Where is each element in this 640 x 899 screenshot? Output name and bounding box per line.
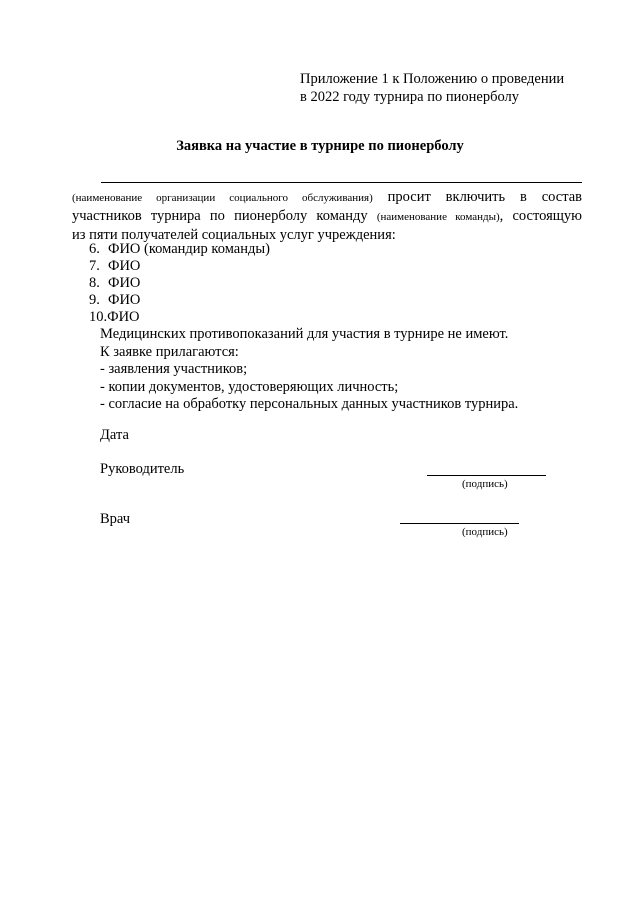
attachments-heading: К заявке прилагаются: bbox=[100, 343, 239, 360]
organization-placeholder: (наименование организации социального обслуживания) bbox=[72, 192, 373, 204]
request-line-2 bbox=[72, 207, 582, 226]
attachment-item: - заявления участников; bbox=[100, 361, 248, 378]
members-list bbox=[89, 241, 270, 326]
request-line-3: из пяти получателей социальных услуг учреждения: bbox=[72, 227, 396, 243]
head-label: Руководитель bbox=[100, 461, 185, 477]
head-signature-line bbox=[427, 475, 546, 476]
list-item-text: ФИО bbox=[108, 292, 141, 308]
list-item-text: ФИО bbox=[107, 309, 140, 325]
request-line-1-text: просит включить в состав bbox=[372, 189, 582, 205]
request-line-1 bbox=[72, 188, 582, 207]
list-item-number: 9. bbox=[89, 292, 100, 308]
annex-line-2: в 2022 году турнира по пионерболу bbox=[300, 89, 520, 105]
head-signature-caption: (подпись) bbox=[462, 478, 508, 490]
team-placeholder: (наименование команды) bbox=[376, 211, 500, 223]
list-item-text: ФИО bbox=[108, 275, 141, 291]
date-label: Дата bbox=[100, 427, 129, 443]
document-title: Заявка на участие в турнире по пионерболу bbox=[176, 138, 464, 154]
request-line-2-start: участников турнира по пионерболу команду bbox=[72, 208, 377, 224]
annex-line-1: Приложение 1 к Положению о проведении bbox=[300, 71, 565, 87]
list-item bbox=[89, 292, 270, 309]
list-item bbox=[89, 309, 270, 326]
attachment-item: - копии документов, удостоверяющих личность; bbox=[100, 378, 399, 395]
list-item-number: 8. bbox=[89, 275, 100, 291]
list-item bbox=[89, 258, 270, 275]
list-item-text: ФИО bbox=[108, 258, 141, 274]
attachments-section bbox=[100, 326, 518, 414]
list-item-number: 6. bbox=[89, 241, 100, 257]
list-item bbox=[89, 275, 270, 292]
request-line-2-end: , состоящую bbox=[499, 208, 582, 224]
list-item bbox=[89, 241, 270, 258]
attachment-item: - согласие на обработку персональных данных участников турнира. bbox=[100, 396, 519, 413]
doctor-signature-caption: (подпись) bbox=[462, 526, 508, 538]
no-contraindications-text: Медицинских противопоказаний для участия в турнире не имеют. bbox=[100, 326, 509, 342]
organization-name-line bbox=[101, 182, 582, 183]
list-item-number: 7. bbox=[89, 258, 100, 274]
doctor-label: Врач bbox=[100, 511, 131, 527]
annex-note bbox=[300, 70, 564, 106]
request-paragraph bbox=[72, 188, 582, 244]
doctor-signature-line bbox=[400, 523, 519, 524]
list-item-number: 10. bbox=[89, 309, 108, 325]
list-item-text: ФИО (командир команды) bbox=[108, 241, 270, 257]
